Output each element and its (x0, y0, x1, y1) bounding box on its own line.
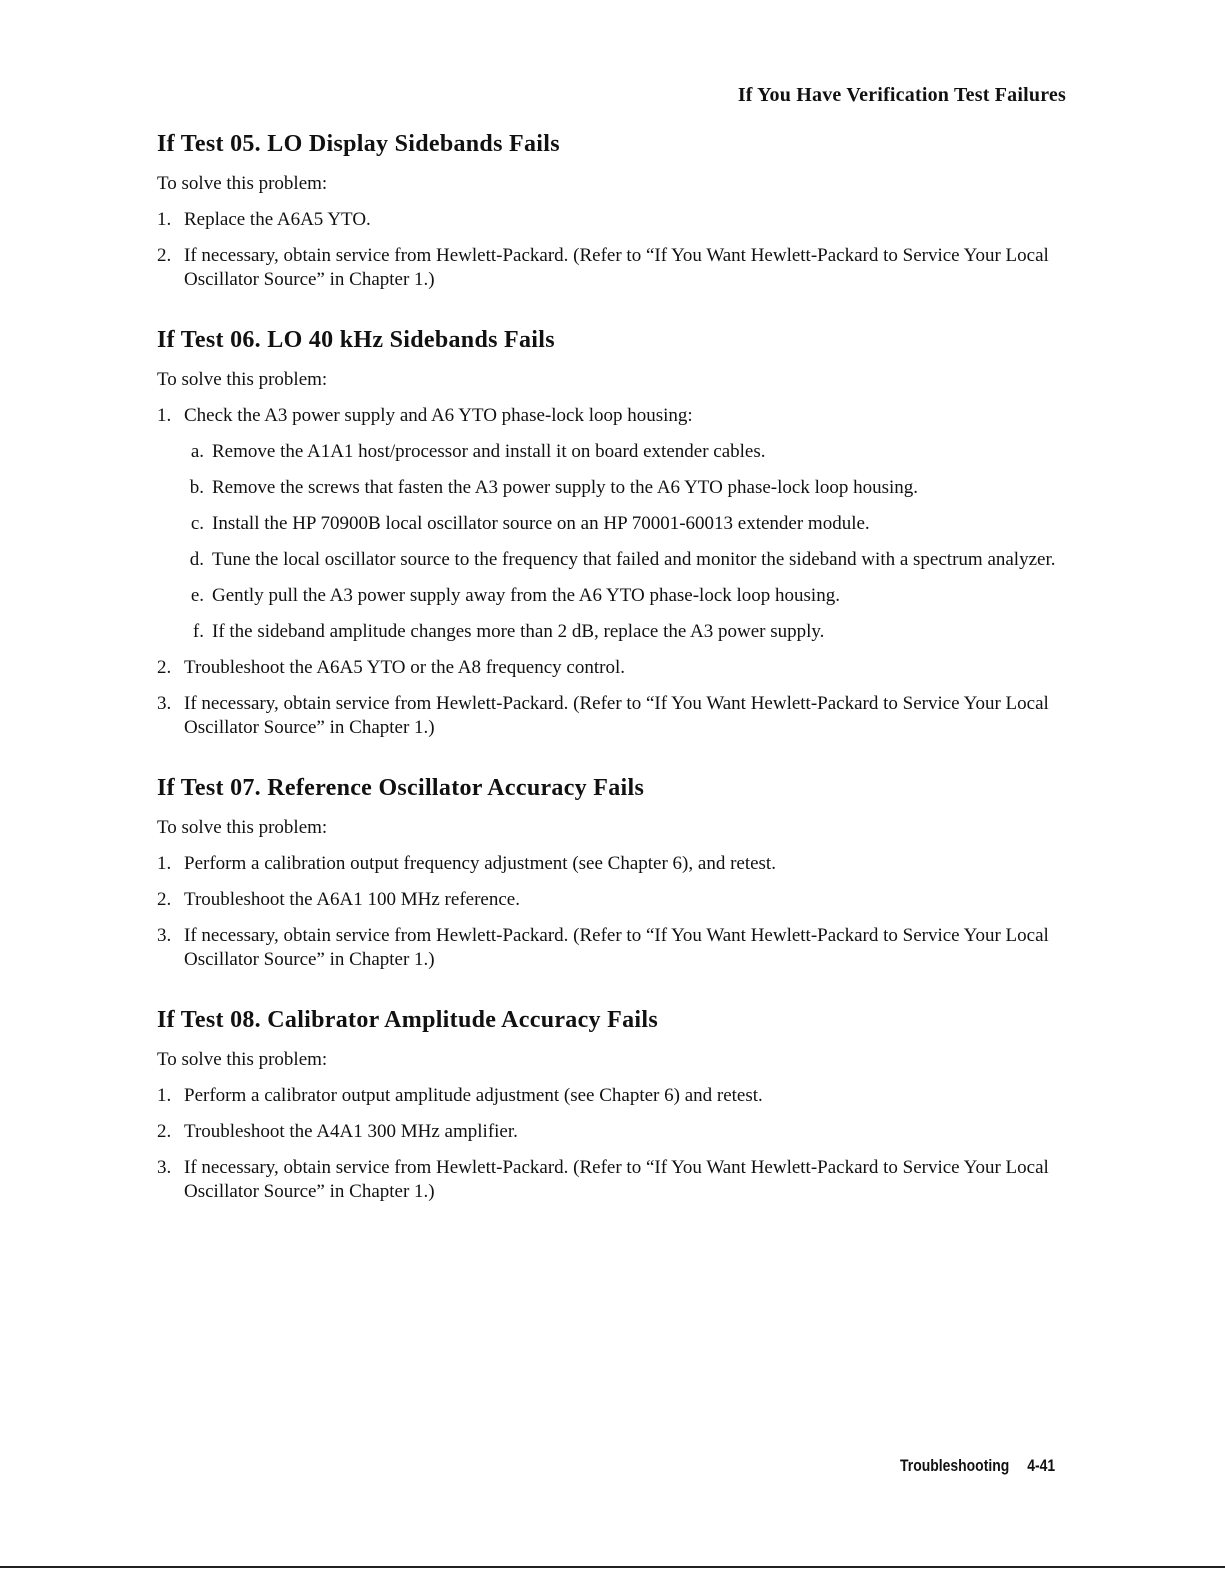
substep-text: Remove the A1A1 host/processor and install it on board extender cables. (212, 441, 766, 462)
substep-item (184, 440, 1057, 464)
substep-item (184, 584, 1057, 608)
section-heading: If Test 05. LO Display Sidebands Fails (157, 131, 560, 157)
bottom-rule (0, 1566, 1225, 1568)
step-number: 1. (157, 853, 172, 874)
step-text: Troubleshoot the A4A1 300 MHz amplifier. (184, 1121, 518, 1142)
substep-item (184, 620, 1057, 644)
section-test-07 (157, 772, 1057, 972)
step-text: Perform a calibration output frequency adjustment (see Chapter 6), and retest. (184, 853, 776, 874)
substep-letter: b. (189, 477, 204, 498)
step-number: 2. (157, 1121, 172, 1142)
step-item (157, 888, 1057, 912)
footer-page-number: 4-41 (1027, 1456, 1055, 1475)
step-number: 1. (157, 405, 172, 426)
step-number: 2. (157, 245, 172, 266)
running-head: If You Have Verification Test Failures (737, 84, 1066, 106)
substep-letter: d. (189, 549, 204, 570)
step-number: 3. (157, 693, 172, 714)
section-test-05 (157, 128, 1057, 292)
step-text: Check the A3 power supply and A6 YTO phase-lock loop housing: (184, 405, 693, 426)
step-item (157, 656, 1057, 680)
substep-text: Install the HP 70900B local oscillator source on an HP 70001-60013 extender module. (212, 513, 870, 534)
substep-item (184, 476, 1057, 500)
step-text: If necessary, obtain service from Hewlett-Packard. (Refer to “If You Want Hewlett-Packard to Service Your Local Oscillator Source” in Chapter 1.) (184, 1157, 1049, 1202)
section-intro: To solve this problem: (157, 817, 328, 838)
step-text: If necessary, obtain service from Hewlett-Packard. (Refer to “If You Want Hewlett-Packard to Service Your Local Oscillator Source” in Chapter 1.) (184, 693, 1049, 738)
substep-item (184, 512, 1057, 536)
step-text: Troubleshoot the A6A1 100 MHz reference. (184, 889, 520, 910)
step-item (157, 404, 1057, 644)
step-list (157, 852, 1057, 972)
footer-chapter: Troubleshooting (899, 1456, 1010, 1475)
substep-list (184, 440, 1057, 644)
section-intro: To solve this problem: (157, 1049, 328, 1070)
substep-text: Tune the local oscillator source to the frequency that failed and monitor the sideband with a spectrum analyzer. (212, 549, 1056, 570)
substep-item (184, 548, 1057, 572)
substep-text: Gently pull the A3 power supply away from the A6 YTO phase-lock loop housing. (212, 585, 840, 606)
substep-text: If the sideband amplitude changes more than 2 dB, replace the A3 power supply. (212, 621, 825, 642)
section-intro: To solve this problem: (157, 173, 328, 194)
substep-letter: f. (192, 621, 204, 642)
step-text: Replace the A6A5 YTO. (184, 209, 371, 230)
substep-letter: e. (190, 585, 204, 606)
step-item (157, 692, 1057, 740)
substep-letter: c. (190, 513, 204, 534)
section-test-06 (157, 324, 1057, 740)
step-number: 1. (157, 1085, 172, 1106)
step-text: If necessary, obtain service from Hewlett-Packard. (Refer to “If You Want Hewlett-Packard to Service Your Local Oscillator Source” in Chapter 1.) (184, 925, 1049, 970)
step-item (157, 208, 1057, 232)
step-item (157, 1120, 1057, 1144)
page-footer (900, 1456, 1055, 1476)
page-content (157, 128, 1057, 1216)
step-item (157, 924, 1057, 972)
step-number: 1. (157, 209, 172, 230)
step-item (157, 244, 1057, 292)
step-item (157, 1156, 1057, 1204)
section-intro: To solve this problem: (157, 369, 328, 390)
step-list (157, 404, 1057, 740)
section-heading: If Test 06. LO 40 kHz Sidebands Fails (157, 327, 555, 353)
section-test-08 (157, 1004, 1057, 1204)
step-item (157, 1084, 1057, 1108)
step-text: Troubleshoot the A6A5 YTO or the A8 frequency control. (184, 657, 625, 678)
step-item (157, 852, 1057, 876)
step-number: 3. (157, 925, 172, 946)
step-number: 2. (157, 657, 172, 678)
step-list (157, 1084, 1057, 1204)
step-text: If necessary, obtain service from Hewlett-Packard. (Refer to “If You Want Hewlett-Packard to Service Your Local Oscillator Source” in Chapter 1.) (184, 245, 1049, 290)
section-heading: If Test 07. Reference Oscillator Accuracy Fails (157, 775, 645, 801)
step-text: Perform a calibrator output amplitude adjustment (see Chapter 6) and retest. (184, 1085, 763, 1106)
step-number: 3. (157, 1157, 172, 1178)
step-number: 2. (157, 889, 172, 910)
substep-text: Remove the screws that fasten the A3 power supply to the A6 YTO phase-lock loop housing. (212, 477, 919, 498)
section-heading: If Test 08. Calibrator Amplitude Accuracy Fails (157, 1007, 658, 1033)
substep-letter: a. (190, 441, 204, 462)
step-list (157, 208, 1057, 292)
